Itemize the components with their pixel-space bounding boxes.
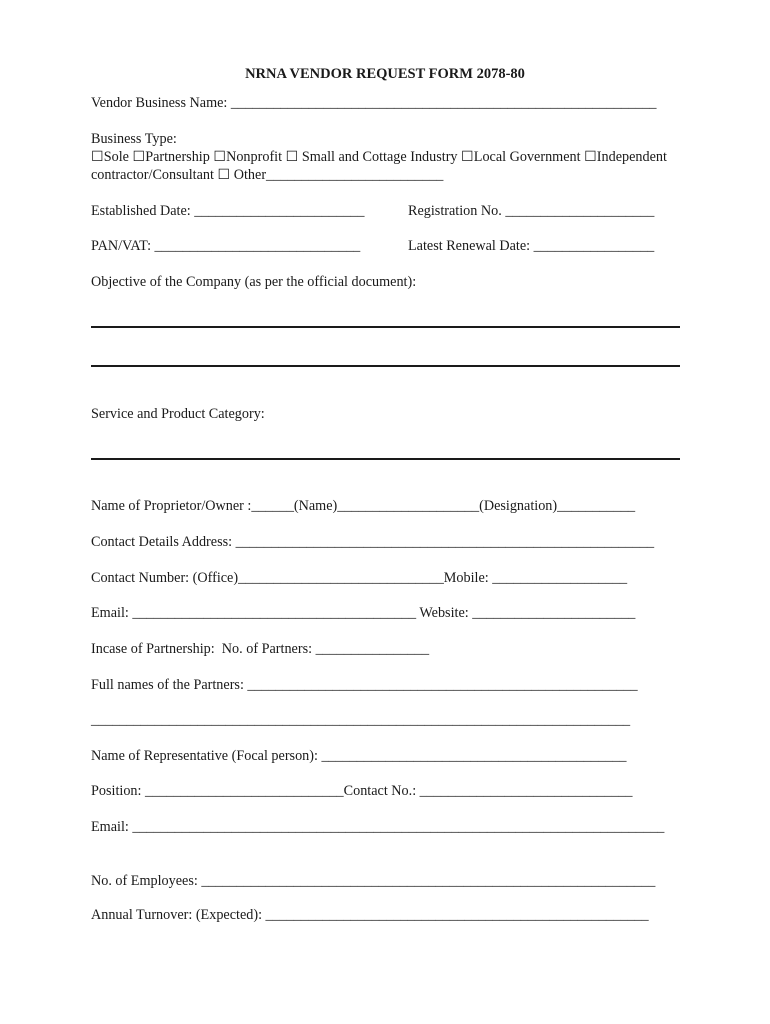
contact-number-field[interactable]: Contact Number: (Office)_____________________________Mobile: ___________________ — [91, 570, 628, 586]
objective-label: Objective of the Company (as per the official document): — [91, 274, 417, 290]
email-website-field[interactable]: Email: ________________________________________ Website: _______________________ — [91, 605, 636, 621]
proprietor-field[interactable]: Name of Proprietor/Owner :______(Name)____________________(Designation)___________ — [91, 498, 636, 514]
partnership-field[interactable]: Incase of Partnership: No. of Partners: ________________ — [91, 641, 430, 657]
service-category-label: Service and Product Category: — [91, 406, 265, 422]
business-type-label: Business Type: — [91, 131, 177, 147]
contact-address-field[interactable]: Contact Details Address: ___________________________________________________________ — [91, 534, 655, 550]
form-title: NRNA VENDOR REQUEST FORM 2078-80 — [245, 66, 525, 82]
vendor-business-name-field[interactable]: Vendor Business Name: ____________________________________________________________ — [91, 95, 657, 111]
representative-email-field[interactable]: Email: ___________________________________________________________________________ — [91, 819, 665, 835]
employees-field[interactable]: No. of Employees: ________________________________________________________________ — [91, 873, 656, 889]
objective-line-1[interactable] — [91, 326, 680, 328]
established-date-field[interactable]: Established Date: ________________________ — [91, 203, 365, 219]
business-type-options-continued[interactable]: contractor/Consultant ☐ Other_________________________ — [91, 167, 444, 183]
annual-turnover-field[interactable]: Annual Turnover: (Expected): ______________________________________________________ — [91, 907, 649, 923]
business-type-options[interactable]: ☐Sole ☐Partnership ☐Nonprofit ☐ Small and Cottage Industry ☐Local Government ☐Independent — [91, 149, 667, 165]
latest-renewal-date-field[interactable]: Latest Renewal Date: _________________ — [408, 238, 655, 254]
service-category-line[interactable] — [91, 458, 680, 460]
partner-names-continued[interactable]: ____________________________________________________________________________ — [91, 712, 631, 728]
partner-names-field[interactable]: Full names of the Partners: _______________________________________________________ — [91, 677, 638, 693]
registration-no-field[interactable]: Registration No. _____________________ — [408, 203, 655, 219]
pan-vat-field[interactable]: PAN/VAT: _____________________________ — [91, 238, 361, 254]
position-contact-field[interactable]: Position: ____________________________Contact No.: ______________________________ — [91, 783, 633, 799]
representative-field[interactable]: Name of Representative (Focal person): ___________________________________________ — [91, 748, 627, 764]
objective-line-2[interactable] — [91, 365, 680, 367]
